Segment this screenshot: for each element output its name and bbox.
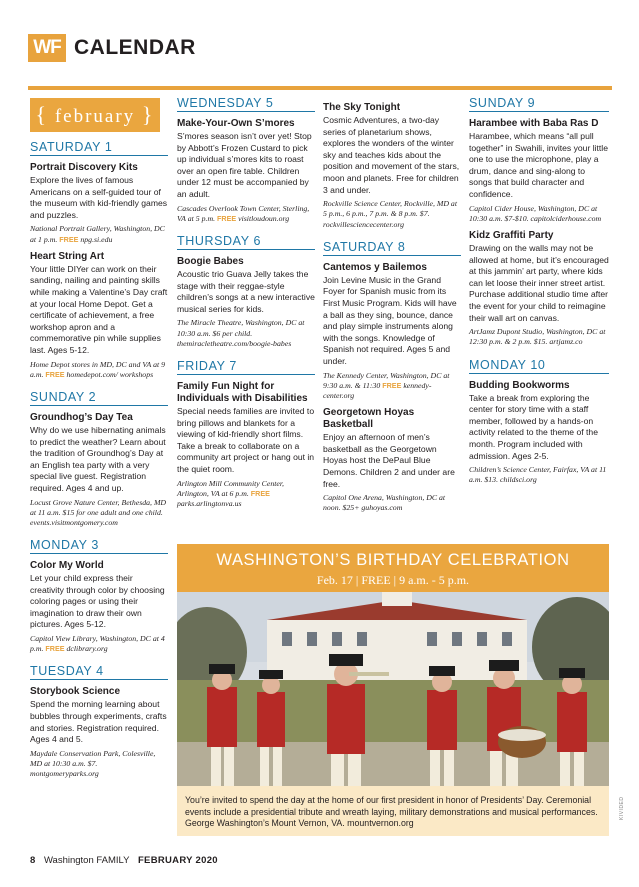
page-number: 8 xyxy=(30,855,36,866)
event-location-time: Cascades Overlook Town Center, Sterling, VA at 5 p.m. xyxy=(177,203,310,223)
event-title: Portrait Discovery Kits xyxy=(30,162,138,173)
wf-logo: WF xyxy=(28,34,66,62)
event-item xyxy=(177,118,315,224)
event-title: Groundhog’s Day Tea xyxy=(30,411,133,423)
day-heading: MONDAY 10 xyxy=(469,358,609,374)
event-website: homedepot.com/ workshops xyxy=(66,369,154,379)
event-details xyxy=(177,479,315,510)
event-location-time: Home Depot stores in MD, DC and VA at 9 a.m. xyxy=(30,359,165,379)
event-title: Storybook Science xyxy=(30,686,121,698)
event-description: Acoustic trio Guava Jelly takes the stage with their reggae-style children’s songs at a new interactive musical series for kids. xyxy=(177,268,315,314)
event-item xyxy=(30,560,168,654)
event-website: visitloudoun.org xyxy=(238,213,290,223)
event-item xyxy=(323,262,461,401)
event-description: Join Levine Music in the Grand Foyer for Spanish music from its First Music Program. Kids will have a ball as they sing, bounce, dance and play simple instruments along with the songs. Knowledge of Spanish not required. Ages 5 and under. xyxy=(323,274,457,366)
column-3 xyxy=(323,96,461,514)
free-badge: FREE xyxy=(250,488,270,498)
event-description: Harambee, which means “all pull together” in Swahili, invites your little one to use the microphone, play a drum, dance and sing-along to songs that build character and confidence. xyxy=(469,131,608,199)
free-badge: FREE xyxy=(59,234,79,244)
day-heading: MONDAY 3 xyxy=(30,538,168,554)
issue-date: FEBRUARY 2020 xyxy=(137,855,218,866)
event-description: Special needs families are invited to bring pillows and blankets for a viewing of kid-friendly short films. Take a break to collaborate on a community art project or hang out in the quiet room. xyxy=(177,405,315,474)
header-rule xyxy=(28,86,612,90)
col3-list xyxy=(323,102,461,514)
event-title: The Sky Tonight xyxy=(323,102,401,113)
fife-and-drum-corps-photo xyxy=(177,592,609,786)
event-website: kennedy-center.org xyxy=(323,380,432,400)
event-details xyxy=(30,749,168,780)
event-title: Make-Your-Own S’mores xyxy=(177,118,295,129)
event-item xyxy=(30,686,168,779)
left-brace: { xyxy=(35,102,49,127)
event-details xyxy=(323,371,461,402)
feature-description: You’re invited to spend the day at the home of our first president in honor of Presidents’ Day. Ceremonial events include a presidential tribute and wreath laying, military demonstrations and musical performances. George Washington’s Mount Vernon, VA. mountvernon.org xyxy=(185,795,598,828)
event-details xyxy=(177,204,315,224)
day-heading: SUNDAY 9 xyxy=(469,96,609,112)
event-details xyxy=(323,199,461,230)
free-badge: FREE xyxy=(45,644,65,654)
event-description: Your little DIYer can work on their sanding, nailing and painting skills while making a Valentine’s Day craft at your local Home Depot. Get a certificate of achievement, a free workshop apron and a commemorative pin while supplies last. Ages 5-12. xyxy=(30,263,168,355)
event-title: Georgetown Hoyas Basketball xyxy=(323,407,415,431)
event-item xyxy=(323,407,461,513)
event-title: Harambee with Baba Ras D xyxy=(469,118,599,129)
free-badge: FREE xyxy=(217,213,237,223)
event-description: Cosmic Adventures, a two-day series of planetarium shows, explores the wonders of the winter sky and teaches kids about the position and movement of the stars, moon and planets. Free for children 3 and under. xyxy=(323,115,460,195)
event-description: Enjoy an afternoon of men’s basketball as the Georgetown Hoyas host the DePaul Blue Demons. Children 2 and under are free. xyxy=(323,432,455,489)
event-location-time: Children’s Science Center, Fairfax, VA at 11 a.m. $13. childsci.org xyxy=(469,465,607,485)
event-item xyxy=(469,230,609,348)
event-details xyxy=(323,493,461,513)
event-item xyxy=(469,118,609,224)
event-details xyxy=(469,465,609,485)
event-item xyxy=(30,412,168,528)
event-website: parks.arlingtonva.us xyxy=(177,498,242,508)
event-title: Kidz Graffiti Party xyxy=(469,229,554,241)
free-badge: FREE xyxy=(45,369,65,379)
publication-name: Washington FAMILY xyxy=(43,855,130,866)
day-heading: SUNDAY 2 xyxy=(30,390,168,406)
page-title: CALENDAR xyxy=(74,36,196,59)
event-item xyxy=(177,256,315,349)
day-heading: SATURDAY 1 xyxy=(30,140,168,156)
day-heading: SATURDAY 8 xyxy=(323,240,461,256)
event-item xyxy=(30,251,168,380)
event-description: Drawing on the walls may not be allowed at home, but it’s encouraged at this jammin’ art party, where kids can let loose their inner street artist. Purchase additional studio time after the event for your child to reimagine their wall art on canvas. xyxy=(469,242,609,323)
event-location-time: Locust Grove Nature Center, Bethesda, MD at 11 a.m. $15 for one adult and one child. events.visitmontgomery.com xyxy=(30,497,167,527)
column-2 xyxy=(177,96,315,509)
event-details xyxy=(469,327,609,347)
event-details xyxy=(30,634,168,654)
page-footer xyxy=(30,855,218,867)
event-location-time: National Portrait Gallery, Washington, DC at 1 p.m. xyxy=(30,224,165,244)
event-location-time: Capitol Cider House, Washington, DC at 10:30 a.m. $7-$10. capitolciderhouse.com xyxy=(469,203,602,223)
event-location-time: Rockville Science Center, Rockville, MD at 5 p.m., 6 p.m., 7 p.m. & 8 p.m. $7. rockvillesciencecenter.org xyxy=(323,199,458,229)
event-item xyxy=(323,102,461,230)
feature-subtitle: Feb. 17 | FREE | 9 a.m. - 5 p.m. xyxy=(316,573,470,587)
event-website: dclibrary.org xyxy=(66,644,108,654)
event-location-time: The Kennedy Center, Washington, DC at 9:30 a.m. & 11:30 xyxy=(323,370,450,390)
event-title: Family Fun Night for Individuals with Disabilities xyxy=(177,380,308,404)
event-title: Heart String Art xyxy=(30,250,105,262)
feature-box xyxy=(177,544,609,836)
event-details xyxy=(469,204,609,224)
event-item xyxy=(469,380,609,486)
event-location-time: Capitol View Library, Washington, DC at 4 p.m. xyxy=(30,634,165,654)
day-heading: WEDNESDAY 5 xyxy=(177,96,315,112)
month-banner xyxy=(30,98,160,132)
column-1 xyxy=(30,96,168,779)
photo-illustration xyxy=(177,592,609,786)
column-4 xyxy=(469,96,609,486)
right-brace: } xyxy=(141,102,155,127)
event-description: S’mores season isn’t over yet! Stop by Abbott’s Frozen Custard to pick up individual s’mores kits to roast over an open fire table. Children under 12 must be accompanied by an adult. xyxy=(177,131,312,199)
col2-list xyxy=(177,96,315,509)
event-location-time: ArtJamz Dupont Studio, Washington, DC at 12:30 p.m. & 2 p.m. $15. artjamz.co xyxy=(469,327,606,347)
event-description: Explore the lives of famous Americans on a self-guided tour of the museum with kid-friendly games and puzzles. xyxy=(30,175,168,220)
event-title: Cantemos y Bailemos xyxy=(323,261,427,273)
feature-title: WASHINGTON’S BIRTHDAY CELEBRATION xyxy=(216,551,570,569)
day-heading: FRIDAY 7 xyxy=(177,359,315,375)
month-label: february xyxy=(54,106,136,127)
photo-credit: KIVIDED xyxy=(619,796,625,820)
event-details xyxy=(30,360,168,380)
event-location-time: Maydale Conservation Park, Colesville, MD at 10:30 a.m. $7. montgomeryparks.org xyxy=(30,748,156,779)
day-heading: TUESDAY 4 xyxy=(30,664,168,680)
col1-list xyxy=(30,140,168,779)
event-location-time: Arlington Mill Community Center, Arlington, VA at 6 p.m. xyxy=(177,478,284,498)
event-item xyxy=(30,162,168,245)
col4-list xyxy=(469,96,609,486)
event-title: Boogie Babes xyxy=(177,255,244,267)
event-description: Why do we use hibernating animals to predict the weather? Learn about the tradition of Groundhog’s Day at an English tea party with a very special live guest. Registration required. Ages 4 and up. xyxy=(30,424,166,493)
event-location-time: Capitol One Arena, Washington, DC at noon. $25+ guhoyas.com xyxy=(323,493,446,513)
event-title: Budding Bookworms xyxy=(469,379,570,391)
event-item xyxy=(177,381,315,509)
free-badge: FREE xyxy=(382,380,402,390)
event-description: Spend the morning learning about bubbles through experiments, crafts and stories. Registration required. Ages 4 and 5. xyxy=(30,699,167,745)
feature-header xyxy=(177,544,609,592)
event-details xyxy=(177,318,315,349)
event-location-time: The Miracle Theatre, Washington, DC at 10:30 a.m. $6 per child. themiracletheatre.com/boogie-babes xyxy=(177,318,305,348)
event-description: Let your child express their creativity through color by choosing coloring pages or using their imagination to draw their own pictures. Ages 5-12. xyxy=(30,573,165,630)
event-description: Take a break from exploring the center for story time with a staff member, followed by a hands-on activity related to the theme of the month. Program included with admission. Ages 2-5. xyxy=(469,392,598,461)
day-heading: THURSDAY 6 xyxy=(177,234,315,250)
event-title: Color My World xyxy=(30,560,104,572)
event-details xyxy=(30,498,168,529)
event-details xyxy=(30,224,168,244)
event-website: npg.si.edu xyxy=(80,234,113,244)
